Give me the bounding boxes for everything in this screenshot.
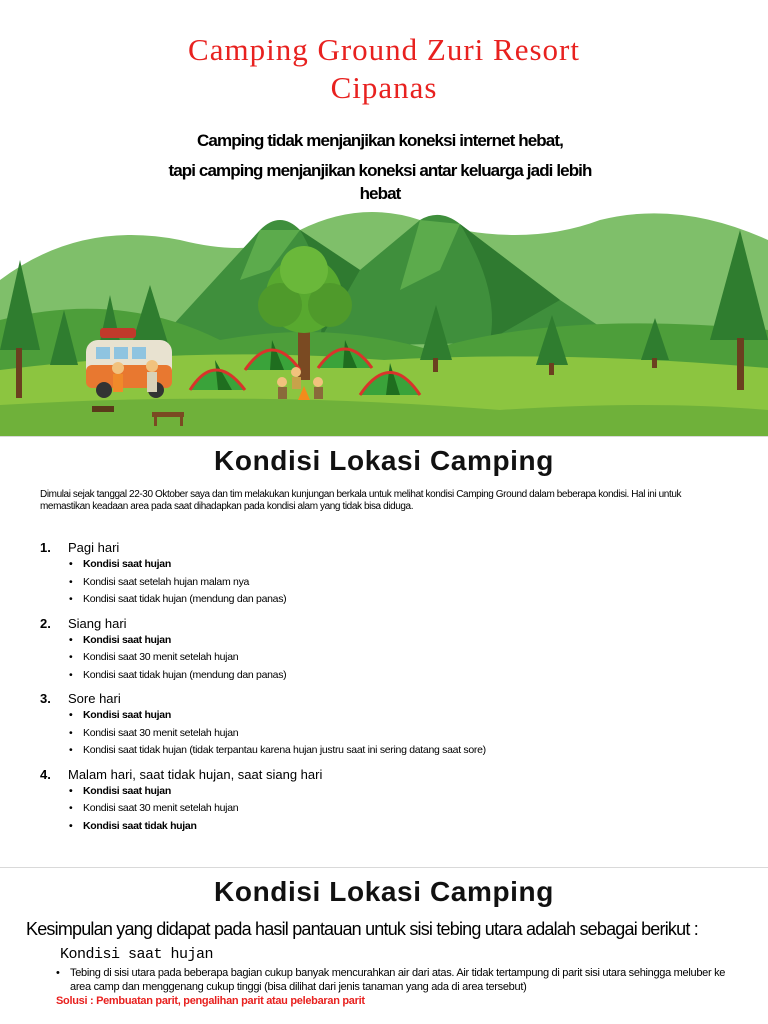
section-title: Malam hari, saat tidak hujan, saat siang hari bbox=[68, 766, 323, 782]
location-conditions-slide bbox=[0, 437, 768, 867]
sub-item: • Kondisi saat hujan bbox=[69, 632, 740, 650]
conclusion-slide bbox=[0, 868, 768, 1024]
section-title: Siang hari bbox=[68, 615, 127, 631]
tagline: Camping tidak menjanjikan koneksi internet hebat, tapi camping menjanjikan koneksi antar keluarga jadi lebih hebat bbox=[168, 131, 592, 203]
list-item: 4. Malam hari, saat tidak hujan, saat siang hari • Kondisi saat hujan • Kondisi saat 30 menit setelah hujan • Kondisi saat tidak hujan bbox=[40, 766, 740, 836]
sub-item: • Kondisi saat 30 menit setelah hujan bbox=[69, 800, 740, 818]
sub-item: • Kondisi saat tidak hujan (mendung dan panas) bbox=[69, 591, 740, 609]
sub-item: • Kondisi saat hujan bbox=[69, 707, 740, 725]
list-item: 1. Pagi hari • Kondisi saat hujan • Kondisi saat setelah hujan malam nya • Kondisi saat tidak hujan (mendung dan panas) bbox=[40, 539, 740, 609]
solution-text: Solusi : Pembuatan parit, pengalihan parit atau pelebaran parit bbox=[56, 995, 365, 1007]
sub-item: • Kondisi saat tidak hujan bbox=[69, 818, 740, 836]
slide-title: Camping Ground Zuri Resort Cipanas bbox=[188, 32, 580, 105]
slide-heading: Kondisi Lokasi Camping bbox=[214, 876, 554, 907]
sub-item: • Kondisi saat tidak hujan (mendung dan panas) bbox=[69, 667, 740, 685]
sub-item: • Kondisi saat 30 menit setelah hujan bbox=[69, 649, 740, 667]
sub-item: • Kondisi saat 30 menit setelah hujan bbox=[69, 725, 740, 743]
slide-heading: Kondisi Lokasi Camping bbox=[214, 445, 554, 476]
section-title: Pagi hari bbox=[68, 540, 120, 555]
conclusion-text: Kesimpulan yang didapat pada hasil pantauan untuk sisi tebing utara adalah sebagai berikut : bbox=[26, 919, 698, 939]
list-item: 3. Sore hari • Kondisi saat hujan • Kondisi saat 30 menit setelah hujan • Kondisi saat tidak hujan (tidak terpantau karena hujan justru saat ini sering datang saat sore) bbox=[40, 690, 740, 760]
camping-illustration bbox=[0, 200, 768, 436]
detail-text: • Tebing di sisi utara pada beberapa bagian cukup banyak mencurahkan air dari atas. Air tidak tertampung di parit sisi utara sehingga meluber ke area camp dan menggenang cukup tinggi (bisa dilihat dari jenis tanaman yang ada di area tersebut) Solusi : Pembuatan parit, pengalihan parit atau pelebaran parit bbox=[56, 966, 736, 1008]
sub-item: • Kondisi saat setelah hujan malam nya bbox=[69, 574, 740, 592]
condition-list bbox=[40, 539, 740, 841]
sub-heading: Kondisi saat hujan bbox=[60, 946, 214, 963]
section-title: Sore hari bbox=[68, 691, 121, 706]
sub-item: • Kondisi saat hujan bbox=[69, 783, 740, 801]
title-slide bbox=[0, 0, 768, 436]
bullet-icon: • bbox=[56, 967, 60, 979]
sub-item: • Kondisi saat hujan bbox=[69, 556, 740, 574]
intro-text: Dimulai sejak tanggal 22-30 Oktober saya dan tim melakukan kunjungan berkala untuk melihat kondisi Camping Ground dalam beberapa kondisi. Hal ini untuk memastikan keadaan area pada saat dihadapkan pada kondisi alam yang tidak bisa diduga. bbox=[40, 489, 682, 512]
sub-item: • Kondisi saat tidak hujan (tidak terpantau karena hujan justru saat ini sering datang saat sore) bbox=[69, 742, 740, 760]
list-item: 2. Siang hari • Kondisi saat hujan • Kondisi saat 30 menit setelah hujan • Kondisi saat tidak hujan (mendung dan panas) bbox=[40, 615, 740, 685]
